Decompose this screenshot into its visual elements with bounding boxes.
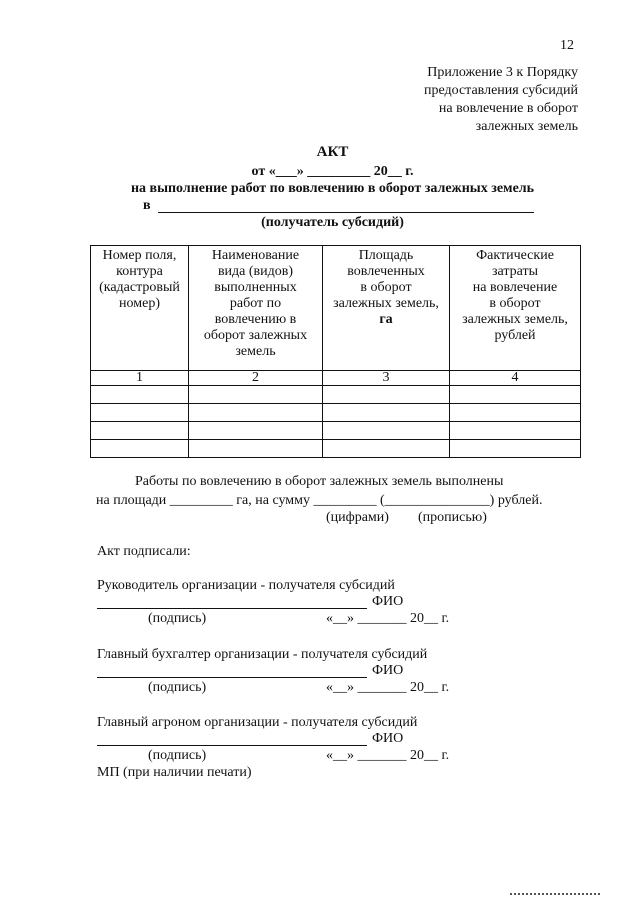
stamp-note: МП (при наличии печати) (97, 765, 252, 780)
signature-line (97, 731, 367, 746)
header-text: затраты (491, 264, 539, 279)
header-text: вида (видов) (217, 264, 294, 279)
column-number: 2 (189, 371, 323, 386)
column-number-row (91, 371, 581, 386)
header-text: земель (235, 344, 276, 359)
table-cell (189, 422, 323, 440)
table-cell (91, 422, 189, 440)
signatory-role: Главный бухгалтер организации - получателя субсидий (97, 647, 428, 662)
recipient-prefix: в (143, 198, 151, 213)
header-area (323, 246, 450, 371)
header-text: Фактические (476, 248, 554, 263)
recipient-field-line (158, 198, 534, 213)
column-number: 1 (91, 371, 189, 386)
appendix-note (278, 64, 578, 136)
works-text-line-2: на площади _________ га, на сумму _________ (_______________) рублей. (96, 493, 543, 508)
header-field-number (91, 246, 189, 371)
header-text: Площадь (358, 248, 414, 263)
caption-words: (прописью) (418, 510, 487, 525)
table-cell (91, 440, 189, 458)
table-cell (323, 440, 450, 458)
header-text: (кадастровый (99, 280, 180, 295)
header-text: на вовлечение (472, 280, 558, 295)
table-cell (450, 422, 581, 440)
column-number: 4 (450, 371, 581, 386)
document-title: АКТ (316, 144, 349, 160)
table-cell (189, 386, 323, 404)
table-row (91, 422, 581, 440)
header-text: в оборот (489, 296, 541, 311)
table-cell (91, 386, 189, 404)
fio-label: ФИО (372, 594, 404, 609)
signatory-role: Руководитель организации - получателя субсидий (97, 578, 395, 593)
page-number: 12 (560, 38, 574, 53)
table-cell (450, 386, 581, 404)
table-cell (189, 404, 323, 422)
column-number: 3 (323, 371, 450, 386)
appendix-line: залежных земель (475, 119, 578, 134)
header-text: в оборот (360, 280, 412, 295)
works-text-line-1: Работы по вовлечению в оборот залежных земель выполнены (135, 474, 504, 489)
fio-label: ФИО (372, 731, 404, 746)
header-text: контура (116, 264, 163, 279)
recipient-caption: (получатель субсидий) (261, 215, 404, 230)
header-text: залежных земель, (462, 312, 568, 327)
header-text: вовлеченных (347, 264, 425, 279)
table-cell (450, 440, 581, 458)
header-text: га (379, 312, 393, 327)
table-header-row (91, 246, 581, 371)
signature-line (97, 663, 367, 678)
table-cell (91, 404, 189, 422)
fio-label: ФИО (372, 663, 404, 678)
table-row (91, 440, 581, 458)
table-cell (450, 404, 581, 422)
header-text: Номер поля, (102, 248, 177, 263)
signature-date: «__» _______ 20__ г. (326, 748, 450, 763)
appendix-line: на вовлечение в оборот (438, 101, 578, 116)
header-text: работ по (229, 296, 282, 311)
document-subtitle: на выполнение работ по вовлечению в оборот залежных земель (130, 181, 535, 196)
header-text: рублей (494, 328, 536, 343)
signature-date: «__» _______ 20__ г. (326, 680, 450, 695)
signature-line (97, 594, 367, 609)
caption-digits: (цифрами) (326, 510, 389, 525)
signatory-role: Главный агроном организации - получателя субсидий (97, 715, 418, 730)
table-row (91, 386, 581, 404)
header-work-type (189, 246, 323, 371)
appendix-line: Приложение 3 к Порядку (427, 65, 578, 80)
header-text: залежных земель, (333, 296, 439, 311)
signature-date: «__» _______ 20__ г. (326, 611, 450, 626)
signature-caption: (подпись) (148, 748, 207, 763)
table-cell (323, 404, 450, 422)
header-text: номер) (119, 296, 160, 311)
header-text: вовлечению в (214, 312, 297, 327)
table-cell (323, 422, 450, 440)
signed-label: Акт подписали: (97, 544, 191, 559)
table-cell (323, 386, 450, 404)
header-costs (450, 246, 581, 371)
signature-caption: (подпись) (148, 680, 207, 695)
header-text: оборот залежных (203, 328, 308, 343)
signature-caption: (подпись) (148, 611, 207, 626)
header-text: выполненных (214, 280, 297, 295)
works-table (90, 245, 581, 458)
header-text: Наименование (211, 248, 300, 263)
date-line: от «___» _________ 20__ г. (251, 164, 414, 179)
table-cell (189, 440, 323, 458)
table-row (91, 404, 581, 422)
appendix-line: предоставления субсидий (423, 83, 578, 98)
scan-artifact (510, 893, 600, 895)
